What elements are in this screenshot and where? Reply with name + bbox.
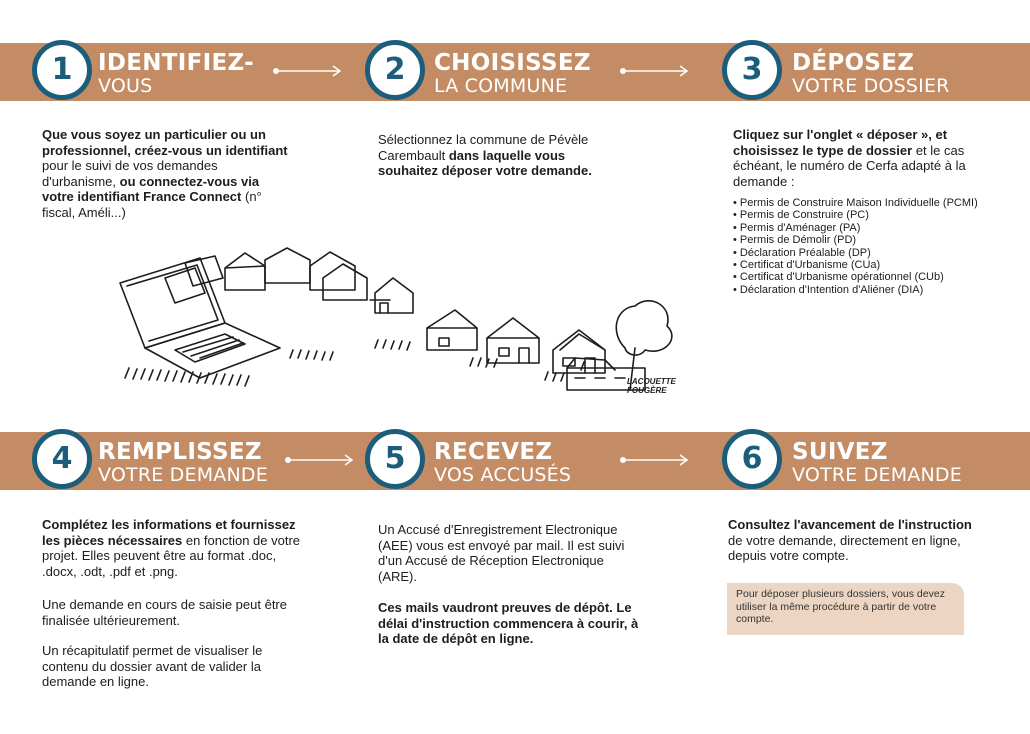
step-1-title: IDENTIFIEZ-	[98, 50, 254, 76]
dossier-type-list	[733, 197, 1028, 296]
step-4-subtitle: VOTRE DEMANDE	[98, 464, 268, 486]
step-4-title: REMPLISSEZ	[98, 439, 262, 465]
step-5-subtitle: VOS ACCUSÉS	[434, 464, 572, 486]
step-6-text: Consultez l'avancement de l'instruction de votre demande, directement en ligne, depuis votre compte.	[728, 517, 972, 563]
arrow-right-icon	[620, 453, 690, 467]
step-2-number: 2	[365, 40, 425, 100]
step-3-number: 3	[722, 40, 782, 100]
step-4-text-3: Un récapitulatif permet de visualiser le contenu du dossier avant de valider la demande en ligne.	[42, 643, 263, 689]
step-6-subtitle: VOTRE DEMANDE	[792, 464, 962, 486]
list-item: • Permis d'Aménager (PA)	[733, 222, 1028, 234]
list-item: • Permis de Démolir (PD)	[733, 234, 1028, 246]
list-item: • Déclaration d'Intention d'Aliéner (DIA)	[733, 284, 1028, 296]
list-item: • Déclaration Préalable (DP)	[733, 247, 1028, 259]
list-item: • Certificat d'Urbanisme (CUa)	[733, 259, 1028, 271]
step-5-number: 5	[365, 429, 425, 489]
arrow-right-icon	[273, 64, 343, 78]
step-2-text: Sélectionnez la commune de Pévèle Carembault dans laquelle vous souhaitez déposer votre demande.	[378, 132, 592, 178]
step-3-subtitle: VOTRE DOSSIER	[792, 75, 950, 97]
list-item: • Permis de Construire Maison Individuelle (PCMI)	[733, 197, 1028, 209]
step-6-title: SUIVEZ	[792, 439, 888, 465]
step-3-text: Cliquez sur l'onglet « déposer », et choisissez le type de dossier et le cas échéant, le numéro de Cerfa adapté à la demande :	[733, 127, 966, 189]
arrow-right-icon	[620, 64, 690, 78]
step-3-title: DÉPOSEZ	[792, 50, 915, 76]
step-1-text: Que vous soyez un particulier ou un professionnel, créez-vous un identifiant pour le suivi de vos demandes d'urbanisme, ou connectez-vous via votre identifiant France Connect (n° fiscal, Améli...)	[42, 127, 288, 220]
list-item: • Certificat d'Urbanisme opérationnel (CUb)	[733, 271, 1028, 283]
step-6-number: 6	[722, 429, 782, 489]
step-1-number: 1	[32, 40, 92, 100]
step-5-text: Un Accusé d'Enregistrement Electronique (AEE) vous est envoyé par mail. Il est suivi d'un Accusé de Réception Electronique (ARE).	[378, 522, 625, 584]
laptop-houses-illustration	[105, 238, 680, 403]
arrow-right-icon	[285, 453, 355, 467]
step-5-text-2: Ces mails vaudront preuves de dépôt. Le délai d'instruction commencera à courir, à la date de dépôt en ligne.	[378, 600, 639, 646]
illustrator-signature: LACOUETTE FOUGÈRE	[627, 377, 676, 395]
step-2-title: CHOISISSEZ	[434, 50, 591, 76]
info-note: Pour déposer plusieurs dossiers, vous devez utiliser la même procédure à partir de votre compte.	[727, 583, 964, 635]
list-item: • Permis de Construire (PC)	[733, 209, 1028, 221]
step-4-number: 4	[32, 429, 92, 489]
step-5-title: RECEVEZ	[434, 439, 553, 465]
step-4-text-2: Une demande en cours de saisie peut être finalisée ultérieurement.	[42, 597, 287, 628]
step-2-subtitle: LA COMMUNE	[434, 75, 568, 97]
step-1-subtitle: VOUS	[98, 75, 153, 97]
step-4-text: Complétez les informations et fournissez les pièces nécessaires en fonction de votre projet. Elles peuvent être au format .doc, .docx, .odt, .pdf et .png.	[42, 517, 301, 579]
